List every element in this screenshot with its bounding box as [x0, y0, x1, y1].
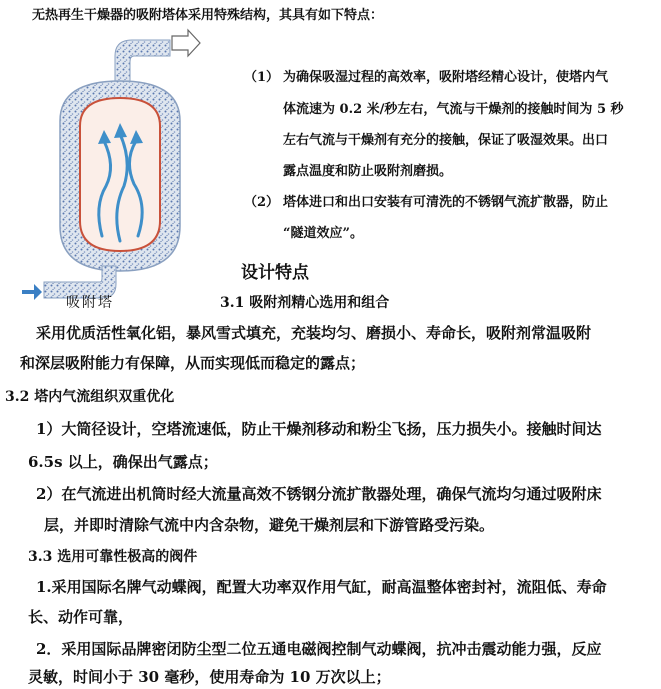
section-3-3-item-1-line-1: 1.采用国际名牌气动蝶阀，配置大功率双作用气缸，耐高温整体密封衬，流阻低、寿命: [36, 578, 607, 596]
feature-1-line-2: 体流速为 0.2 米/秒左右，气流与干燥剂的接触时间为 5 秒: [283, 102, 624, 117]
section-3-3-item-1-line-2: 长、动作可靠，: [28, 608, 134, 626]
section-3-2-item-1-line-2: 6.5s 以上，确保出气露点；: [28, 453, 218, 471]
adsorption-tower-figure: [20, 26, 220, 316]
section-3-1-heading: 3.1 吸附剂精心选用和组合: [220, 295, 390, 311]
figure-caption: 吸附塔: [66, 295, 114, 311]
section-3-1-line-1: 采用优质活性氧化铝，暴风雪式填充，充装均匀、磨损小、寿命长，吸附剂常温吸附: [36, 324, 592, 342]
section-3-3-item-2-line-1: 2．采用国际品牌密闭防尘型二位五通电磁阀控制气动蝶阀，抗冲击震动能力强，反应: [36, 640, 602, 658]
section-3-2-item-2-line-1: 2）在气流进出机筒时经大流量高效不锈钢分流扩散器处理，确保气流均匀通过吸附床: [36, 485, 602, 503]
section-3-2-item-2-line-2: 层，并即时清除气流中内含杂物，避免干燥剂层和下游管路受污染。: [44, 516, 495, 534]
feature-2-line-2: “隧道效应”。: [283, 226, 363, 241]
section-3-2-item-1-line-1: 1）大筒径设计，空塔流速低，防止干燥剂移动和粉尘飞扬，压力损失小。接触时间达: [36, 420, 602, 438]
design-heading: 设计特点: [241, 263, 309, 283]
section-3-2-heading: 3.2 塔内气流组织双重优化: [5, 389, 175, 405]
section-3-3-item-2-line-2: 灵敏，时间小于 30 毫秒，使用寿命为 10 万次以上；: [28, 668, 391, 686]
feature-2-line-1: 塔体进口和出口安装有可清洗的不锈钢气流扩散器，防止: [283, 195, 609, 210]
adsorption-tower-diagram: [20, 26, 220, 316]
intro-text: 无热再生干燥器的吸附塔体采用特殊结构，其具有如下特点：: [32, 8, 384, 23]
feature-2-number: （2）: [244, 195, 280, 210]
section-3-3-heading: 3.3 选用可靠性极高的阀件: [28, 549, 198, 565]
feature-1-line-4: 露点温度和防止吸附剂磨损。: [283, 164, 453, 179]
feature-1-line-3: 左右气流与干燥剂有充分的接触，保证了吸湿效果。出口: [283, 133, 609, 148]
feature-1-line-1: 为确保吸湿过程的高效率，吸附塔经精心设计，使塔内气: [283, 70, 609, 85]
feature-1-number: （1）: [244, 70, 280, 85]
section-3-1-line-2: 和深层吸附能力有保障，从而实现低而稳定的露点；: [20, 354, 366, 372]
